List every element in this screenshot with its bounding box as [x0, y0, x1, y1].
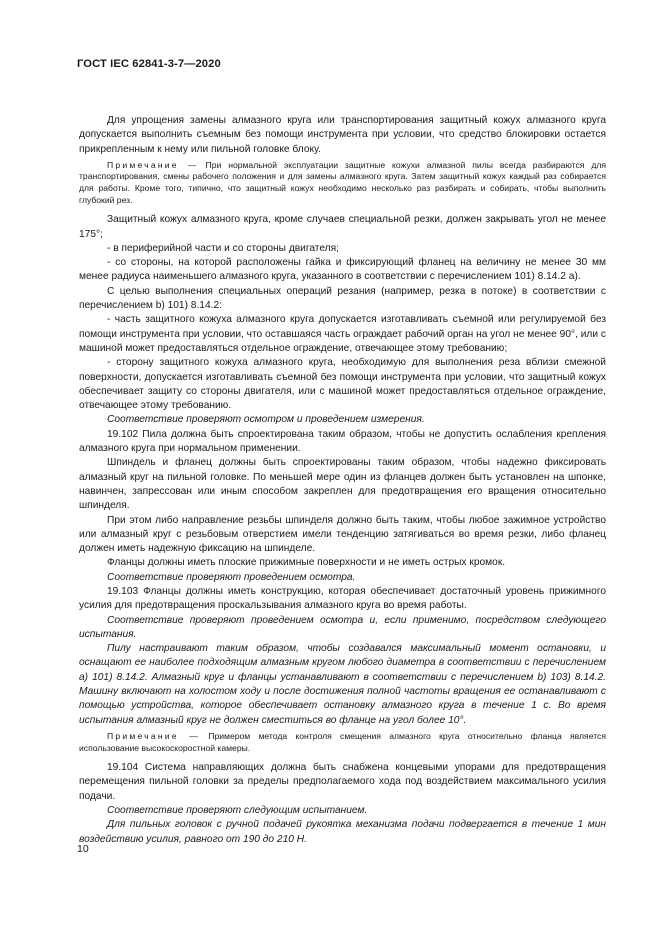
clause-19-102: 19.102 Пила должна быть спроектирована таким образом, чтобы не допустить ослабления крепления алмазного круга при нормальном применении.: [79, 428, 606, 455]
test-procedure-paragraph: Пилу настраивают таким образом, чтобы создавался максимальный момент остановки, и оснащают ее наиболее подходящим алмазным кругом любого диаметра в соответствии с перечислением а) 101) 8.14.2. Алмазный круг и фланцы устанавливают в соответствии с перечислением b) 103) 8.14.2. Машину включают на холостом ходу и после достижения полной частоты вращения ее останавливают с помощью устройства, которое обеспечивает остановку алмазного круга в течение 1 с. Во время испытания алмазный круг не должен сместиться во фланце на угол более 10°.: [79, 643, 606, 726]
note-label: Примечание —: [107, 730, 201, 741]
paragraph: Фланцы должны иметь плоские прижимные поверхности и не иметь острых кромок.: [107, 557, 506, 569]
note-paragraph: [79, 160, 606, 206]
list-item: - со стороны, на которой расположены гайка и фиксирующий фланец на величину не менее 30 мм менее радиуса наименьшего алмазного круга, указанного в соответствии с перечислением 101) 8.14.2 а).: [79, 257, 606, 283]
paragraph: Шпиндель и фланец должны быть спроектированы таким образом, чтобы надежно фиксировать алмазный круг на пильной головке. По меньшей мере один из фланцев должен быть установлен на шпонке, навинчен, запрессован или иным способом закреплен для предотвращения его вращения относительно шпинделя.: [79, 457, 606, 512]
note-text: Примером метода контроля смещения алмазного круга относительно фланца является использование высокоскоростной камеры.: [79, 730, 606, 753]
document-body: [79, 114, 606, 847]
list-item: - в периферийной части и со стороны двигателя;: [107, 242, 339, 254]
compliance-paragraph: Соответствие проверяют проведением осмотра.: [107, 571, 356, 583]
test-procedure-paragraph: Для пильных головок с ручной подачей рукоятка механизма подачи подвергается в течение 1 мин воздействию усилия, равного от 190 до 210 Н.: [79, 819, 606, 845]
compliance-paragraph: Соответствие проверяют осмотром и проведением измерения.: [107, 414, 425, 426]
page-number: 10: [77, 843, 89, 855]
paragraph: Защитный кожух алмазного круга, кроме случаев специальной резки, должен закрывать угол не менее 175°;: [79, 214, 606, 240]
compliance-paragraph: Соответствие проверяют следующим испытанием.: [107, 805, 368, 817]
paragraph: С целью выполнения специальных операций резания (например, резка в потоке) в соответствии с перечислением b) 101) 8.14.2:: [79, 285, 606, 312]
compliance-paragraph: Соответствие проверяют проведением осмотра и, если применимо, посредством следующего испытания.: [79, 614, 606, 640]
list-item: - сторону защитного кожуха алмазного круга, необходимую для выполнения реза вблизи смежной поверхности, допускается изготавливать съемной без помощи инструмента при условии, что защитный кожух обеспечивает защиту со стороны двигателя, или с машиной может предоставляться отдельное ограждение, отвечающее этому требованию.: [79, 357, 606, 412]
paragraph: При этом либо направление резьбы шпинделя должно быть таким, чтобы любое зажимное устройство или алмазный круг с резьбовым отверстием имели тенденцию затягиваться во время резки, либо фланец должен иметь надежную фиксацию на шпинделе.: [79, 514, 606, 555]
clause-19-103: 19.103 Фланцы должны иметь конструкцию, которая обеспечивает достаточный уровень прижимного усилия для предотвращения проскальзывания алмазного круга во время работы.: [79, 585, 606, 612]
document-header: ГОСТ IEC 62841-3-7—2020: [77, 58, 221, 70]
note-paragraph: [79, 731, 606, 754]
note-text: При нормальной эксплуатации защитные кожухи алмазной пилы всегда разбираются для транспортирования, смены рабочего положения и для замены алмазного круга. Затем защитный кожух каждый раз собирается для работы. Кроме того, типично, что защитный кожух необходимо несколько раз разбирать и собирать, чтобы выполнить глубокий рез.: [79, 159, 607, 205]
note-label: Примечание —: [107, 159, 199, 170]
clause-19-104: 19.104 Система направляющих должна быть снабжена концевыми упорами для предотвращения перемещения пильной головки за пределы предполагаемого хода под воздействием максимального усилия подачи.: [79, 762, 606, 802]
paragraph: Для упрощения замены алмазного круга или транспортирования защитный кожух алмазного круга допускается выполнить съемным без помощи инструмента при условии, что средство блокировки остается прикрепленным к нему или пильной головке блоку.: [79, 115, 606, 155]
list-item: - часть защитного кожуха алмазного круга допускается изготавливать съемной или регулируемой без помощи инструмента при условии, что оставшаяся часть ограждает рабочий орган на угол не менее 90°, или с машиной может предоставляться отдельное ограждение, отвечающее этому требованию;: [79, 314, 606, 354]
